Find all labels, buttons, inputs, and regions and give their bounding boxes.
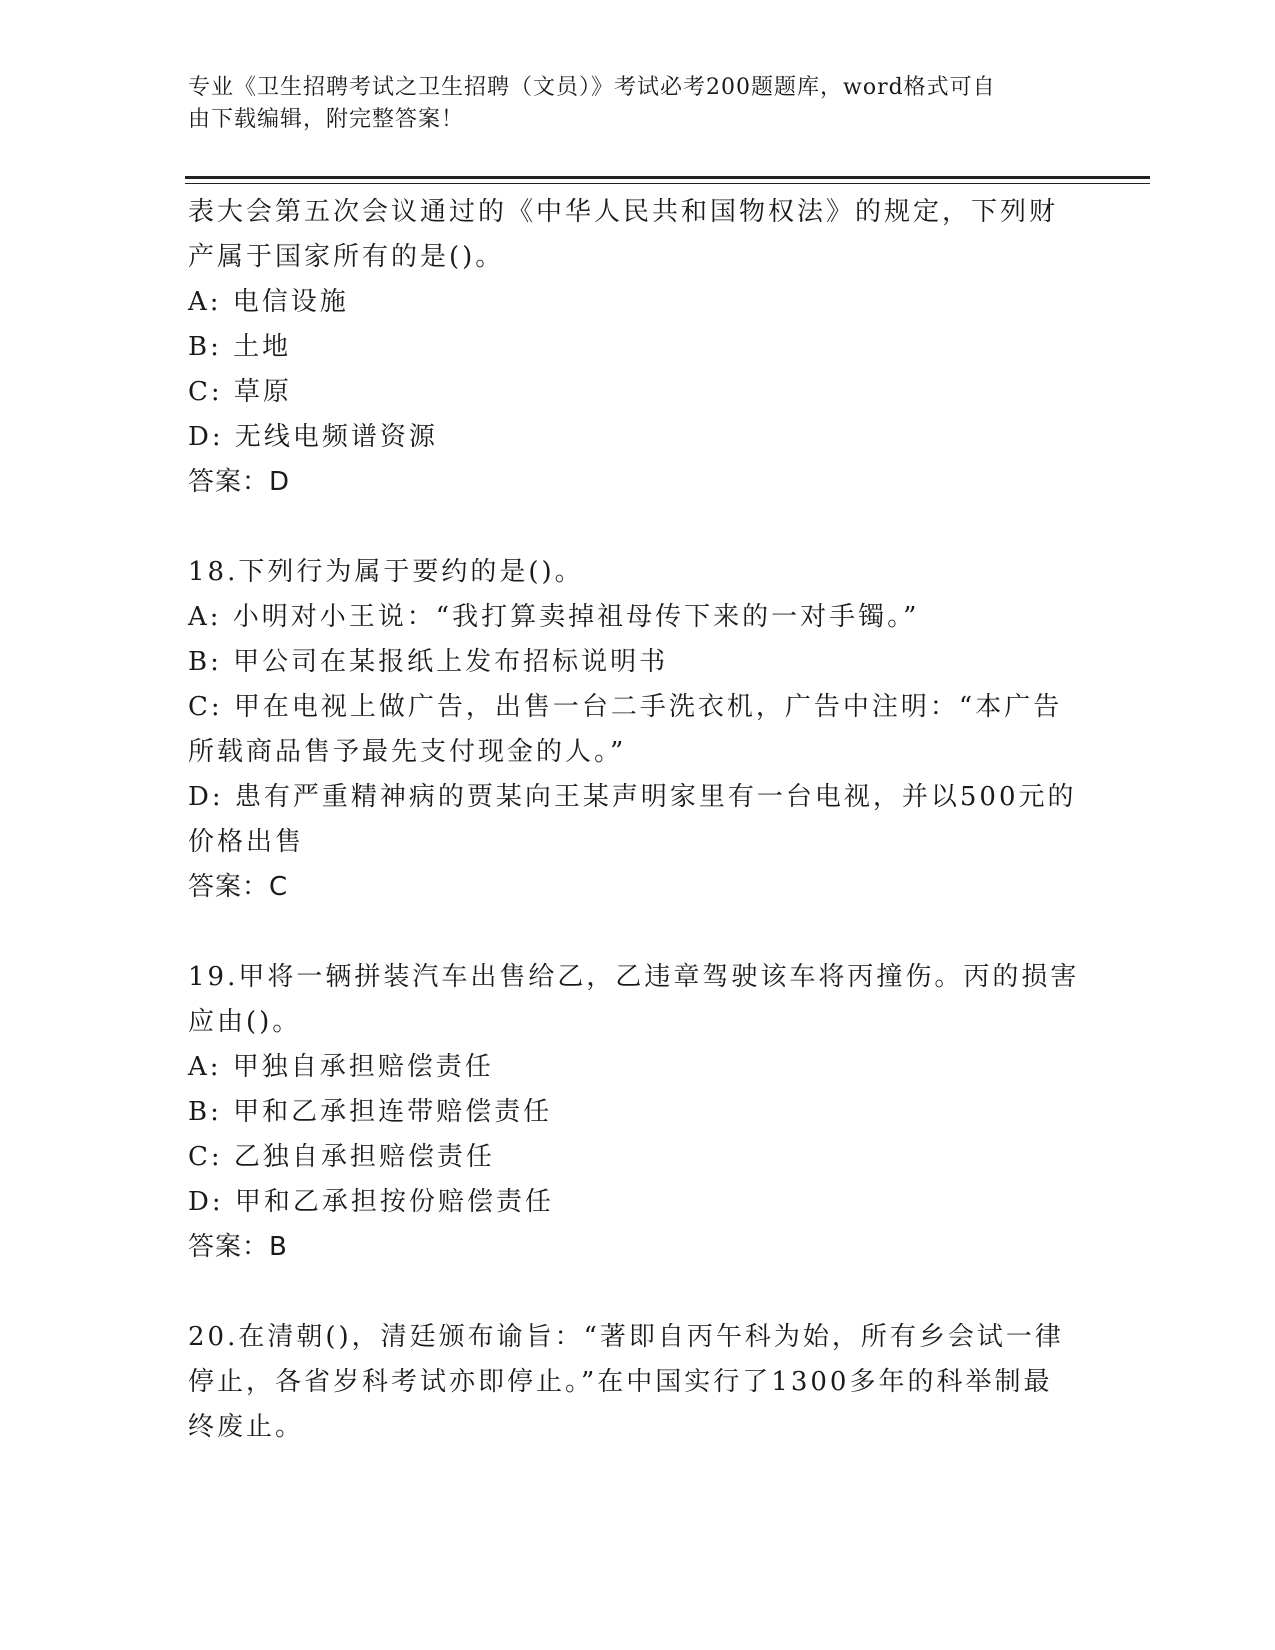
question-18	[188, 550, 1088, 910]
question-19	[188, 955, 1088, 1270]
answer-line: 答案：D	[188, 467, 291, 497]
question-stem-line: 应由()。	[188, 1007, 302, 1037]
option-d: D: 甲和乙承担按份赔偿责任	[188, 1187, 554, 1217]
question-stem-line: 停止，各省岁科考试亦即停止。”在中国实行了1300多年的科举制最	[188, 1367, 1053, 1397]
option-d: D: 无线电频谱资源	[188, 422, 438, 452]
question-stem-line: 终废止。	[188, 1412, 305, 1442]
question-gap	[188, 910, 1088, 955]
option-a: A: 电信设施	[188, 287, 349, 317]
option-b: B: 甲和乙承担连带赔偿责任	[188, 1097, 553, 1127]
question-stem-line: 20.在清朝()，清廷颁布谕旨：“著即自丙午科为始，所有乡会试一律	[188, 1322, 1064, 1352]
question-stem-line: 19.甲将一辆拼装汽车出售给乙，乙违章驾驶该车将丙撞伤。丙的损害	[188, 962, 1080, 992]
header-line-2: 由下载编辑，附完整答案！	[188, 107, 465, 132]
answer-line: 答案：B	[188, 1232, 288, 1262]
header-rule-thick	[185, 176, 1150, 179]
question-stem-line: 产属于国家所有的是()。	[188, 242, 505, 272]
question-stem: 18.下列行为属于要约的是()。	[188, 557, 584, 587]
option-d-line-2: 价格出售	[188, 827, 305, 857]
question-17	[188, 190, 1088, 505]
document-header	[188, 72, 1068, 136]
option-b: B: 甲公司在某报纸上发布招标说明书	[188, 647, 669, 677]
answer-line: 答案：C	[188, 872, 289, 902]
option-c-line-1: C: 甲在电视上做广告，出售一台二手洗衣机，广告中注明：“本广告	[188, 692, 1063, 722]
option-a: A: 小明对小王说：“我打算卖掉祖母传下来的一对手镯。”	[188, 602, 920, 632]
question-stem-line: 表大会第五次会议通过的《中华人民共和国物权法》的规定，下列财	[188, 197, 1059, 227]
option-c: C: 乙独自承担赔偿责任	[188, 1142, 495, 1172]
option-c: C: 草原	[188, 377, 292, 407]
question-20	[188, 1315, 1088, 1450]
question-gap	[188, 1270, 1088, 1315]
option-a: A: 甲独自承担赔偿责任	[188, 1052, 494, 1082]
document-body	[188, 190, 1088, 1450]
header-line-1: 专业《卫生招聘考试之卫生招聘（文员）》考试必考200题题库，word格式可自	[188, 75, 996, 100]
option-c-line-2: 所载商品售予最先支付现金的人。”	[188, 737, 627, 767]
question-gap	[188, 505, 1088, 550]
header-rule-thin	[185, 183, 1150, 184]
option-b: B: 土地	[188, 332, 292, 362]
option-d-line-1: D: 患有严重精神病的贾某向王某声明家里有一台电视，并以500元的	[188, 782, 1077, 812]
